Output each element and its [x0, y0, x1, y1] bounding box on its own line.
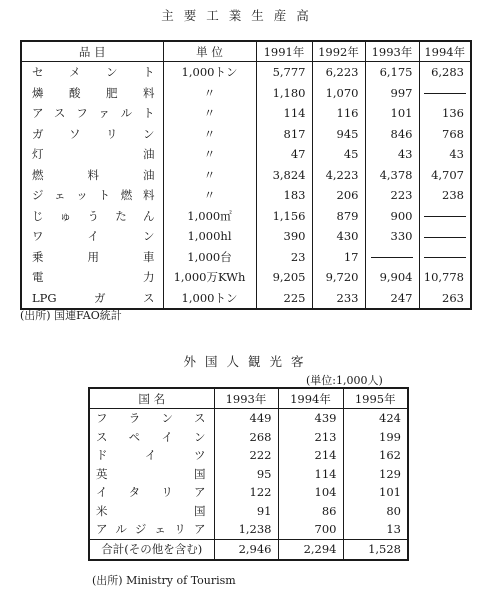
value-1991: 3,824 [256, 165, 312, 186]
value-1992: 430 [312, 226, 365, 247]
value-1994: 136 [419, 103, 471, 124]
value-1991: 1,156 [256, 206, 312, 227]
value-1994: 4,707 [419, 165, 471, 186]
value-1994 [419, 83, 471, 104]
value-1991: 114 [256, 103, 312, 124]
item-name: ワイン [32, 229, 155, 244]
item-name: じゅうたん [32, 208, 155, 223]
value-1993 [365, 247, 419, 268]
value-1994 [419, 226, 471, 247]
item-name: 電力 [32, 270, 155, 285]
value-1992: 17 [312, 247, 365, 268]
production-row [21, 144, 471, 165]
total-1993: 2,946 [214, 539, 278, 560]
value-1994: 104 [278, 483, 343, 502]
value-1993: 900 [365, 206, 419, 227]
value-1991: 1,180 [256, 83, 312, 104]
production-row [21, 165, 471, 186]
value-1995: 199 [343, 428, 408, 447]
unit-cell: 〃 [163, 165, 256, 186]
value-1995: 129 [343, 465, 408, 484]
value-1994: 700 [278, 520, 343, 539]
total-label: 合計(その他を含む) [89, 539, 214, 560]
value-1993: 91 [214, 502, 278, 521]
tourists-row [89, 520, 408, 539]
value-1994: 10,778 [419, 267, 471, 288]
no-data-dash [424, 216, 466, 217]
production-table-title: 主要工業生産高 [161, 8, 319, 23]
header-1994: 1994年 [419, 41, 471, 62]
value-1995: 162 [343, 446, 408, 465]
value-1994: 263 [419, 288, 471, 310]
production-row [21, 124, 471, 145]
item-name: 乗用車 [32, 249, 155, 264]
tourists-row [89, 428, 408, 447]
value-1991: 23 [256, 247, 312, 268]
tourists-row [89, 502, 408, 521]
unit-cell: 1,000トン [163, 288, 256, 310]
value-1991: 183 [256, 185, 312, 206]
production-row [21, 226, 471, 247]
value-1993: 247 [365, 288, 419, 310]
country-name: イタリア [96, 485, 206, 500]
unit-cell: 〃 [163, 103, 256, 124]
header-item: 品 目 [21, 41, 163, 62]
no-data-dash [424, 237, 466, 238]
production-row [21, 103, 471, 124]
value-1994: 213 [278, 428, 343, 447]
value-1992: 1,070 [312, 83, 365, 104]
production-header-row [21, 41, 471, 62]
value-1995: 13 [343, 520, 408, 539]
value-1994 [419, 206, 471, 227]
value-1994: 439 [278, 409, 343, 428]
no-data-dash [424, 257, 466, 258]
item-name: ガソリン [32, 126, 155, 141]
value-1993: 4,378 [365, 165, 419, 186]
header-country: 国 名 [89, 388, 214, 409]
unit-cell: 1,000台 [163, 247, 256, 268]
value-1992: 4,223 [312, 165, 365, 186]
unit-cell: 〃 [163, 83, 256, 104]
unit-cell: 1,000トン [163, 62, 256, 83]
value-1993: 6,175 [365, 62, 419, 83]
production-row [21, 288, 471, 310]
production-row [21, 62, 471, 83]
value-1995: 80 [343, 502, 408, 521]
unit-cell: 〃 [163, 124, 256, 145]
header-1994: 1994年 [278, 388, 343, 409]
value-1992: 6,223 [312, 62, 365, 83]
value-1994: 6,283 [419, 62, 471, 83]
value-1993: 846 [365, 124, 419, 145]
value-1993: 223 [365, 185, 419, 206]
unit-cell: 1,000万KWh [163, 267, 256, 288]
tourists-row [89, 465, 408, 484]
value-1994: 86 [278, 502, 343, 521]
value-1993: 449 [214, 409, 278, 428]
value-1991: 225 [256, 288, 312, 310]
production-table [20, 40, 472, 310]
value-1994: 238 [419, 185, 471, 206]
no-data-dash [371, 257, 413, 258]
item-name: 燃料油 [32, 167, 155, 182]
value-1994: 43 [419, 144, 471, 165]
value-1995: 424 [343, 409, 408, 428]
header-1993: 1993年 [365, 41, 419, 62]
value-1993: 330 [365, 226, 419, 247]
value-1991: 9,205 [256, 267, 312, 288]
item-name: ジェット燃料 [32, 188, 155, 203]
country-name: フランス [96, 411, 206, 426]
value-1992: 945 [312, 124, 365, 145]
value-1993: 222 [214, 446, 278, 465]
value-1992: 45 [312, 144, 365, 165]
header-1993: 1993年 [214, 388, 278, 409]
value-1992: 206 [312, 185, 365, 206]
production-source: (出所) 国連FAO統計 [20, 309, 122, 322]
tourists-source: (出所) Ministry of Tourism [92, 574, 236, 587]
tourists-unit-note: (単位:1,000人) [306, 374, 383, 387]
header-1995: 1995年 [343, 388, 408, 409]
value-1993: 43 [365, 144, 419, 165]
country-name: スペイン [96, 429, 206, 444]
value-1993: 9,904 [365, 267, 419, 288]
value-1991: 390 [256, 226, 312, 247]
header-1992: 1992年 [312, 41, 365, 62]
value-1992: 116 [312, 103, 365, 124]
production-row [21, 83, 471, 104]
country-name: 英国 [96, 466, 206, 481]
tourists-table [88, 387, 409, 561]
value-1993: 122 [214, 483, 278, 502]
tourists-total-row [89, 539, 408, 560]
item-name: LPGガス [32, 290, 155, 305]
item-name: セメント [32, 65, 155, 80]
value-1993: 997 [365, 83, 419, 104]
production-table-body [21, 62, 471, 310]
item-name: 灯油 [32, 147, 155, 162]
header-1991: 1991年 [256, 41, 312, 62]
country-name: 米国 [96, 503, 206, 518]
value-1995: 101 [343, 483, 408, 502]
value-1994: 114 [278, 465, 343, 484]
unit-cell: 〃 [163, 185, 256, 206]
tourists-row [89, 409, 408, 428]
value-1993: 268 [214, 428, 278, 447]
tourists-row [89, 483, 408, 502]
value-1994: 768 [419, 124, 471, 145]
tourists-row [89, 446, 408, 465]
production-row [21, 247, 471, 268]
unit-cell: 〃 [163, 144, 256, 165]
value-1992: 233 [312, 288, 365, 310]
no-data-dash [424, 93, 466, 94]
tourists-table-body [89, 409, 408, 540]
value-1994 [419, 247, 471, 268]
tourists-header-row [89, 388, 408, 409]
tourists-table-title: 外国人観光客 [183, 354, 313, 369]
total-1995: 1,528 [343, 539, 408, 560]
value-1994: 214 [278, 446, 343, 465]
production-row [21, 206, 471, 227]
value-1993: 1,238 [214, 520, 278, 539]
production-row [21, 267, 471, 288]
item-name: アスファルト [32, 106, 155, 121]
country-name: ドイツ [96, 448, 206, 463]
header-unit: 単 位 [163, 41, 256, 62]
value-1992: 9,720 [312, 267, 365, 288]
value-1991: 5,777 [256, 62, 312, 83]
value-1991: 817 [256, 124, 312, 145]
value-1993: 101 [365, 103, 419, 124]
country-name: アルジェリア [96, 522, 206, 537]
total-1994: 2,294 [278, 539, 343, 560]
unit-cell: 1,000hl [163, 226, 256, 247]
unit-cell: 1,000㎡ [163, 206, 256, 227]
value-1991: 47 [256, 144, 312, 165]
item-name: 燐酸肥料 [32, 85, 155, 100]
value-1993: 95 [214, 465, 278, 484]
value-1992: 879 [312, 206, 365, 227]
production-row [21, 185, 471, 206]
